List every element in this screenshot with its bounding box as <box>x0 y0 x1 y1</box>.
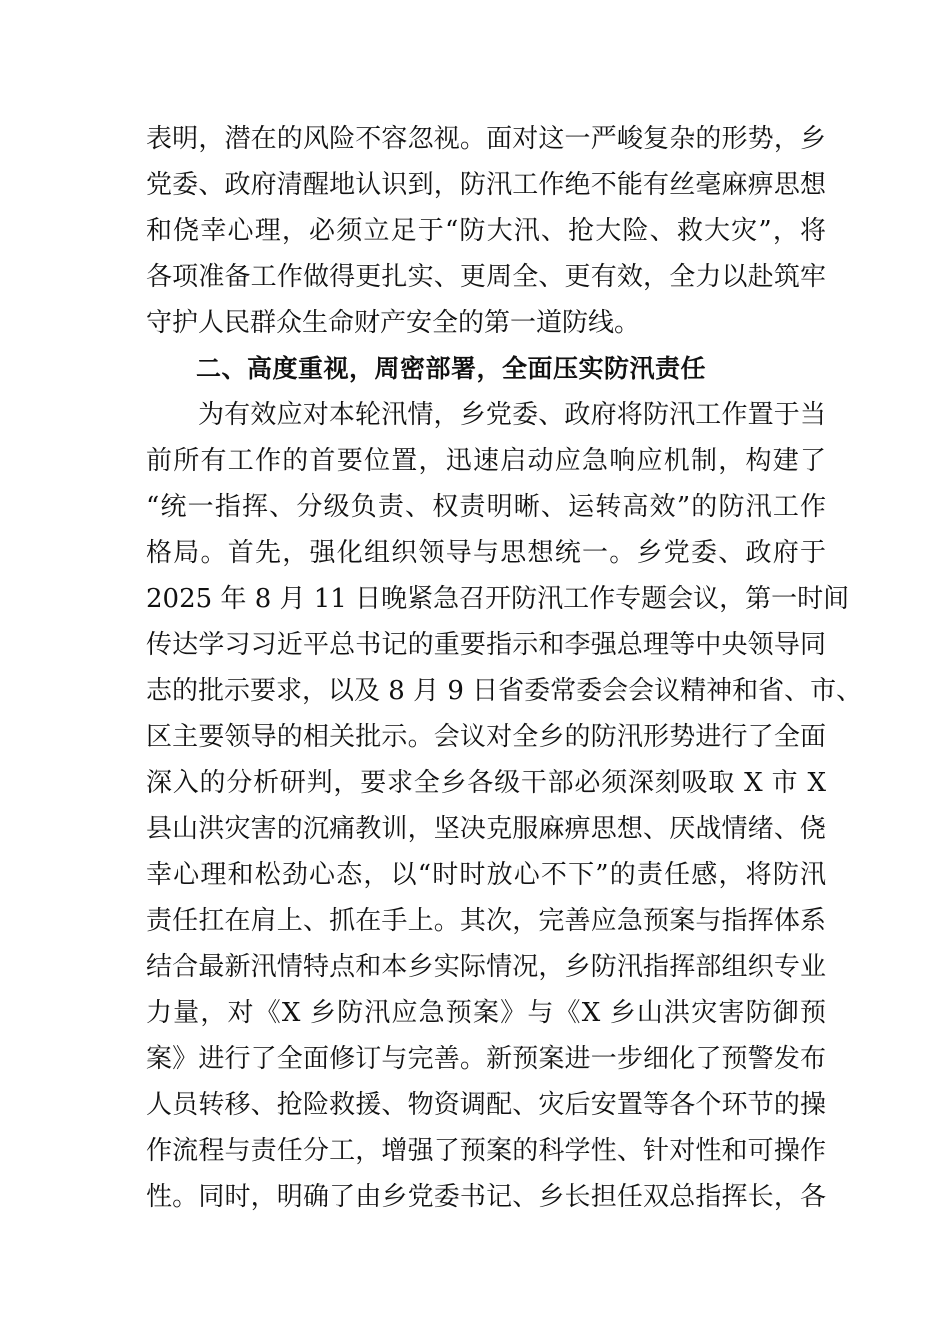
paragraph-line: 各项准备工作做得更扎实、更周全、更有效，全力以赴筑牢 <box>146 262 826 292</box>
paragraph-line: 格局。首先，强化组织领导与思想统一。乡党委、政府于 <box>146 538 826 568</box>
paragraph-line: 深入的分析研判，要求全乡各级干部必须深刻吸取 X 市 X <box>146 768 826 798</box>
paragraph-line: 志的批示要求，以及 8 月 9 日省委常委会会议精神和省、市、 <box>146 676 863 706</box>
paragraph-line: 区主要领导的相关批示。会议对全乡的防汛形势进行了全面 <box>146 722 826 752</box>
section-heading: 二、高度重视，周密部署，全面压实防汛责任 <box>196 354 707 383</box>
paragraph-line: 县山洪灾害的沉痛教训，坚决克服麻痹思想、厌战情绪、侥 <box>146 814 826 844</box>
paragraph-line: 幸心理和松劲心态，以“时时放心不下”的责任感，将防汛 <box>146 860 826 890</box>
paragraph-line: 和侥幸心理，必须立足于“防大汛、抢大险、救大灾”，将 <box>146 216 826 246</box>
paragraph-line: 2025 年 8 月 11 日晚紧急召开防汛工作专题会议，第一时间 <box>146 584 850 614</box>
paragraph-line: 为有效应对本轮汛情，乡党委、政府将防汛工作置于当 <box>198 400 826 430</box>
paragraph-line: 结合最新汛情特点和本乡实际情况，乡防汛指挥部组织专业 <box>146 952 826 982</box>
paragraph-line: 人员转移、抢险救援、物资调配、灾后安置等各个环节的操 <box>146 1090 826 1120</box>
paragraph-line: 传达学习习近平总书记的重要指示和李强总理等中央领导同 <box>146 630 826 660</box>
paragraph-line: 力量，对《X 乡防汛应急预案》与《X 乡山洪灾害防御预 <box>146 998 826 1028</box>
paragraph-line: 守护人民群众生命财产安全的第一道防线。 <box>146 308 641 338</box>
paragraph-line: 党委、政府清醒地认识到，防汛工作绝不能有丝毫麻痹思想 <box>146 170 826 200</box>
paragraph-line: 责任扛在肩上、抓在手上。其次，完善应急预案与指挥体系 <box>146 906 826 936</box>
paragraph-line: 案》进行了全面修订与完善。新预案进一步细化了预警发布 <box>146 1044 826 1074</box>
paragraph-line: 前所有工作的首要位置，迅速启动应急响应机制，构建了 <box>146 446 826 476</box>
paragraph-line: 性。同时，明确了由乡党委书记、乡长担任双总指挥长，各 <box>146 1182 826 1212</box>
paragraph-line: 作流程与责任分工，增强了预案的科学性、针对性和可操作 <box>146 1136 826 1166</box>
paragraph-line: “统一指挥、分级负责、权责明晰、运转高效”的防汛工作 <box>146 492 826 522</box>
paragraph-line: 表明，潜在的风险不容忽视。面对这一严峻复杂的形势，乡 <box>146 124 826 154</box>
